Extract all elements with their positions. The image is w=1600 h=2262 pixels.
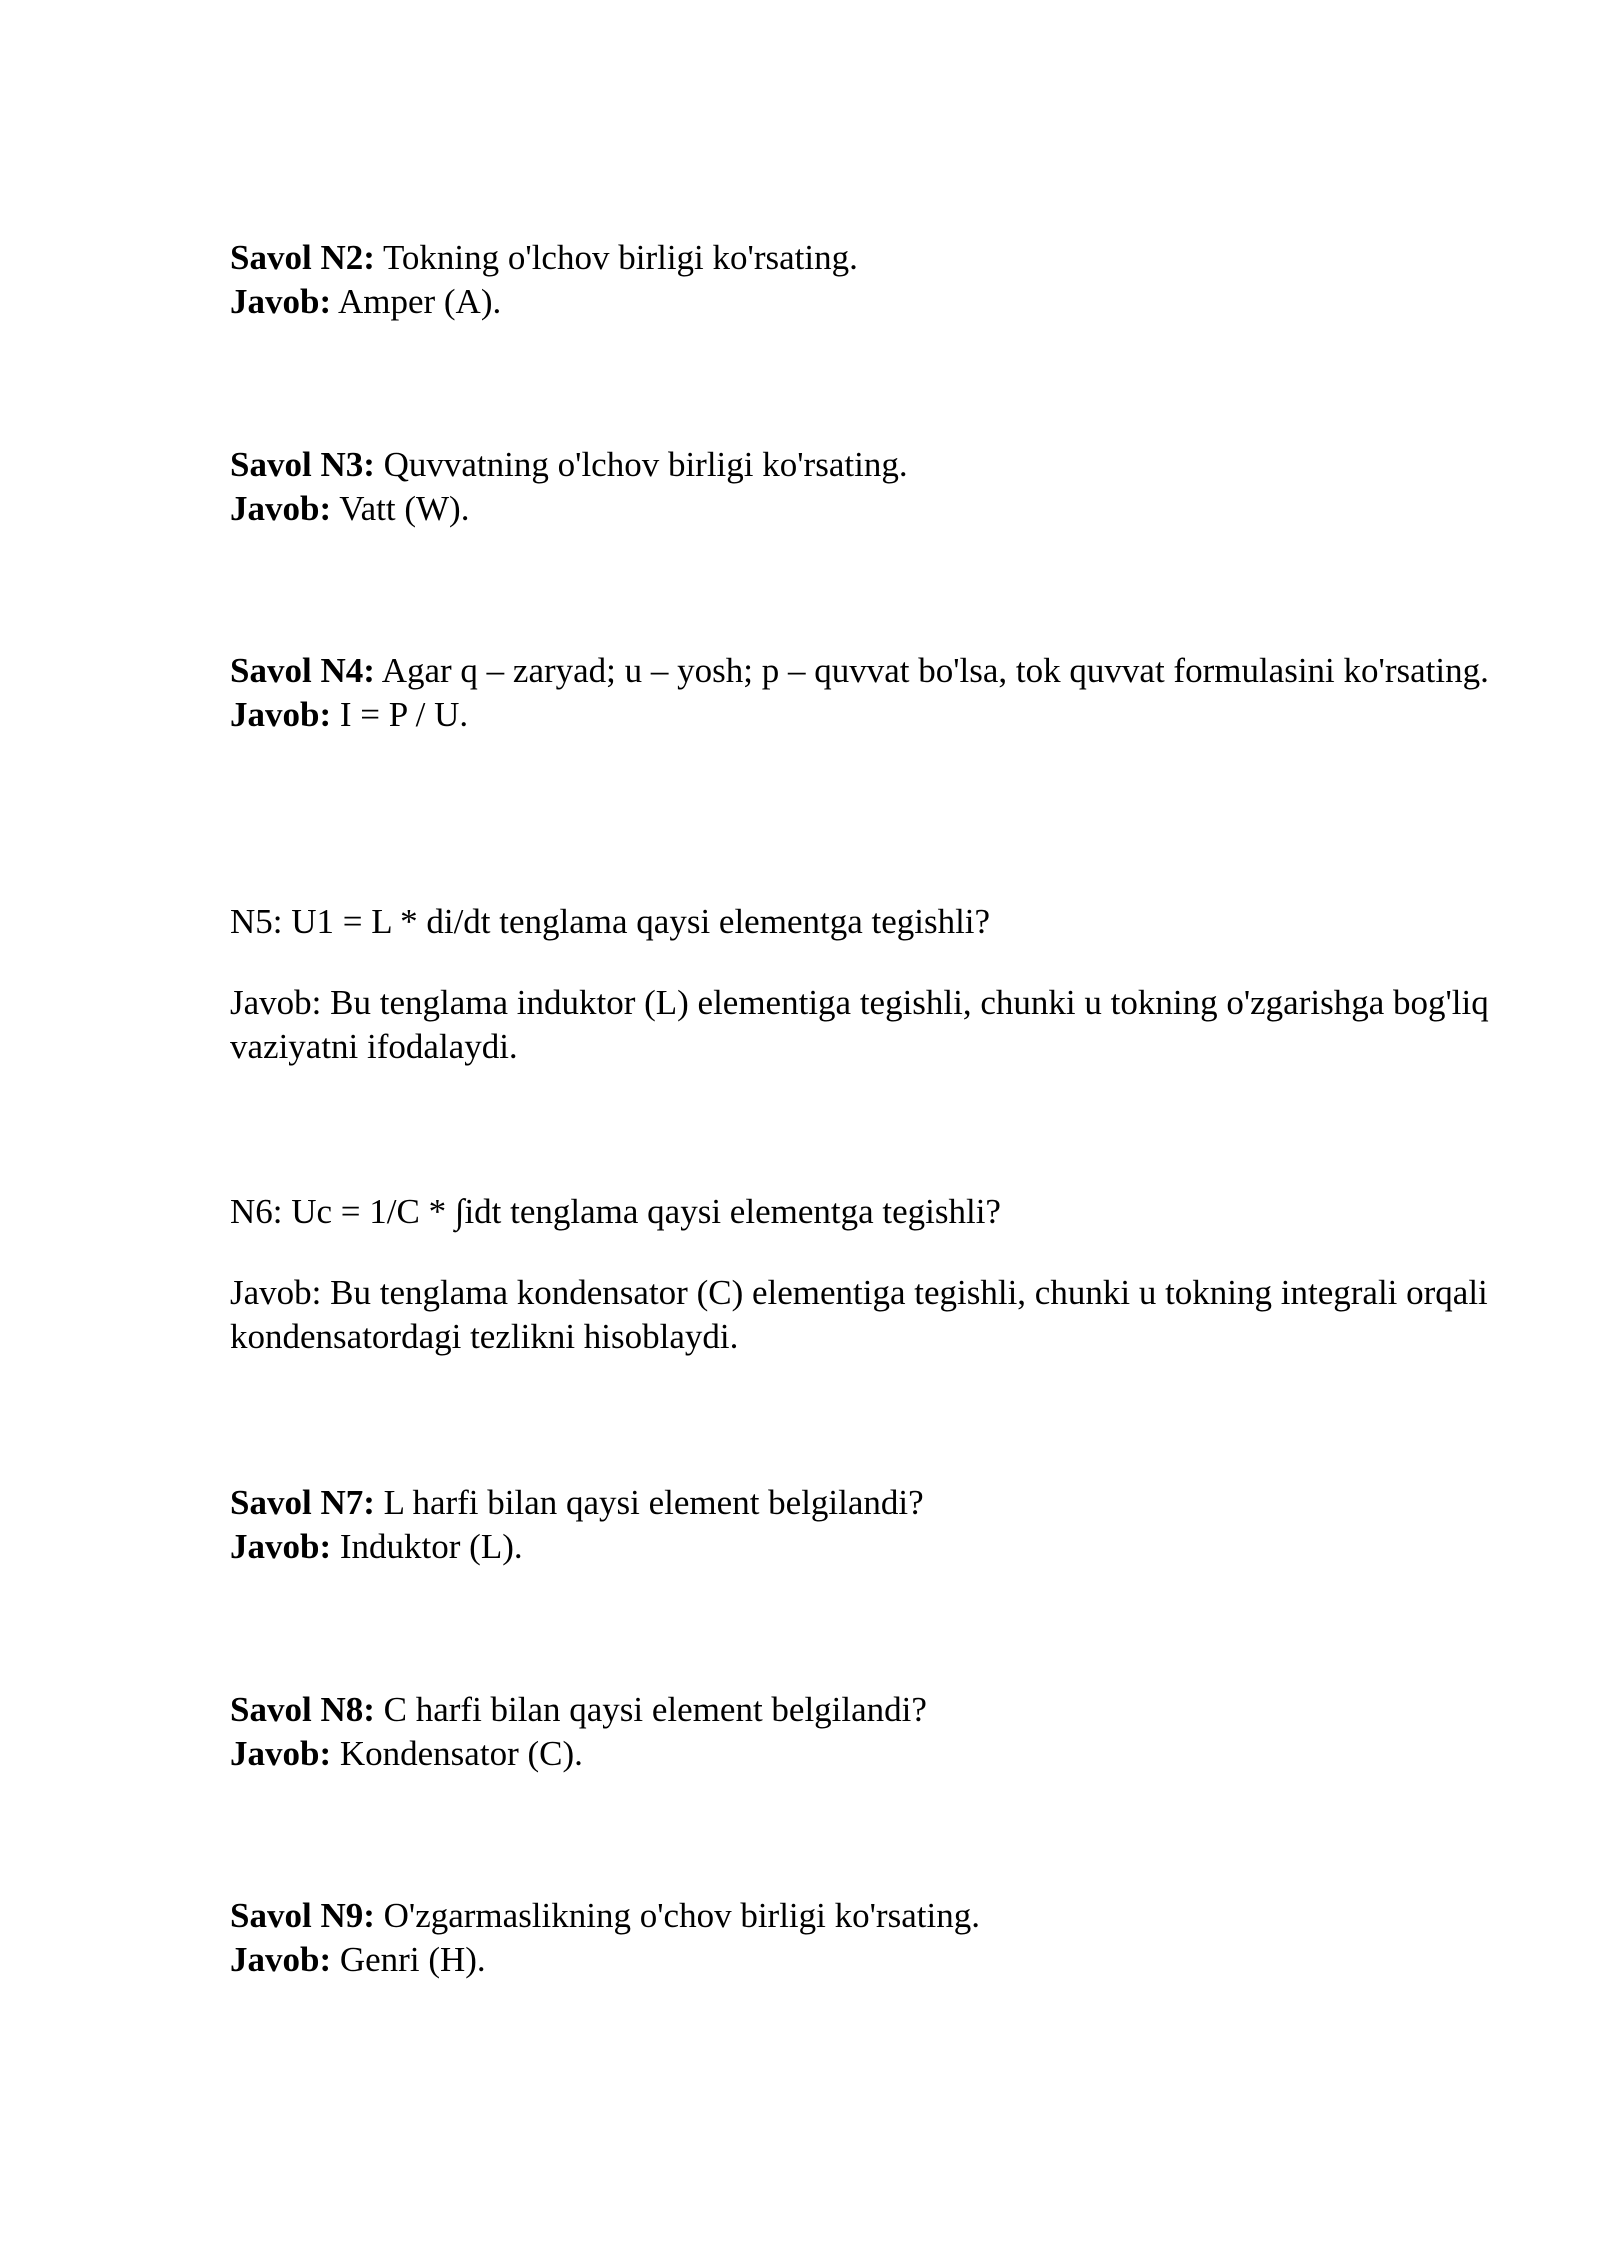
question-text: C harfi bilan qaysi element belgilandi?: [374, 1690, 927, 1729]
question-text: L harfi bilan qaysi element belgilandi?: [374, 1483, 924, 1522]
qa-block-n4: [230, 649, 1510, 737]
answer-line: [230, 280, 1510, 324]
answer-label: Javob:: [230, 1734, 332, 1773]
answer-label: Javob:: [230, 1940, 332, 1979]
answer-text: Kondensator (C).: [331, 1734, 583, 1773]
answer-paragraph: Javob: Bu tenglama kondensator (C) elementiga tegishli, chunki u tokning integrali orqali kondensatordagi tezlikni hisoblaydi.: [230, 1273, 1488, 1356]
question-line: [230, 1894, 1510, 1938]
answer-line: [230, 693, 1510, 737]
question-text: Tokning o'lchov birligi ko'rsating.: [374, 238, 858, 277]
question-line: [230, 649, 1510, 693]
qa-block-n7: [230, 1481, 1510, 1569]
question-paragraph: N5: U1 = L * di/dt tenglama qaysi elementga tegishli?: [230, 902, 991, 941]
question-text: Quvvatning o'lchov birligi ko'rsating.: [374, 445, 908, 484]
answer-text: Genri (H).: [331, 1940, 486, 1979]
question-label: Savol N7:: [230, 1483, 375, 1522]
paragraph-gap: [230, 944, 1510, 981]
qa-block-n2: [230, 236, 1510, 324]
question-label: Savol N2:: [230, 238, 375, 277]
answer-line: [230, 1938, 1510, 1982]
qa-block-n5: [230, 900, 1510, 1069]
question-line: [230, 443, 1510, 487]
question-text: O'zgarmaslikning o'chov birligi ko'rsating.: [374, 1896, 980, 1935]
qa-block-n9: [230, 1894, 1510, 1982]
qa-block-n3: [230, 443, 1510, 531]
paragraph-gap: [230, 1234, 1510, 1271]
question-line: [230, 1688, 1510, 1732]
question-label: Savol N4:: [230, 651, 375, 690]
question-paragraph: N6: Uc = 1/C * ∫idt tenglama qaysi elementga tegishli?: [230, 1192, 1001, 1231]
answer-line: [230, 487, 1510, 531]
qa-block-n8: [230, 1688, 1510, 1776]
answer-text: Vatt (W).: [331, 489, 470, 528]
qa-block-n6: [230, 1190, 1510, 1359]
question-line: [230, 1481, 1510, 1525]
answer-label: Javob:: [230, 489, 332, 528]
answer-line: [230, 1525, 1510, 1569]
question-label: Savol N3:: [230, 445, 375, 484]
answer-label: Javob:: [230, 1527, 332, 1566]
question-label: Savol N9:: [230, 1896, 375, 1935]
question-line: [230, 236, 1510, 280]
answer-line: [230, 1732, 1510, 1776]
answer-text: I = P / U.: [331, 695, 469, 734]
question-label: Savol N8:: [230, 1690, 375, 1729]
question-text: Agar q – zaryad; u – yosh; p – quvvat bo'lsa, tok quvvat formulasini ko'rsating.: [374, 651, 1489, 690]
answer-label: Javob:: [230, 695, 332, 734]
answer-label: Javob:: [230, 282, 332, 321]
answer-text: Amper (A).: [331, 282, 502, 321]
answer-paragraph: Javob: Bu tenglama induktor (L) elementiga tegishli, chunki u tokning o'zgarishga bog'liq vaziyatni ifodalaydi.: [230, 983, 1489, 1066]
answer-text: Induktor (L).: [331, 1527, 523, 1566]
